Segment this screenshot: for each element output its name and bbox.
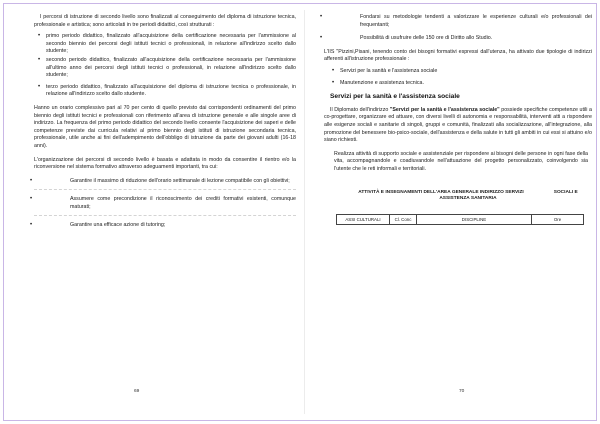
header-ore: Ore [532,214,584,225]
page-number-right: 70 [459,389,465,394]
measure-item-2: • Assumere come precondizione il riconoscimento dei crediti formativi esistenti, comunque maturati; [34,196,296,216]
diploma-text-bold: "Servizi per la sanità e l'assistenza sociale" [389,106,500,113]
subjects-table [336,214,584,226]
table-title-right: SOCIALI E [553,189,578,195]
section-heading: Servizi per la sanità e l'assistenza sociale [330,93,460,101]
period-item-3: • terzo periodo didattico, finalizzato all'acquisizione del diploma di istruzione tecnica o professionale, in relazione all'indirizzo scelto dallo studente. [34,84,296,99]
left-page [34,14,296,406]
page-gutter [304,10,305,414]
header-assi-culturali: ASSI CULTURALI [337,214,390,225]
table-title-line2: ASSISTENZA SANITARIA [439,195,497,201]
measures-list [34,178,296,230]
table-title [324,190,592,202]
table-title-left: ATTIVITÀ E INSEGNAMENTI DELL'AREA GENERALE INDIRIZZO SERVIZI [358,189,524,195]
organizzazione-paragraph: L'organizzazione dei percorsi di secondo livello è basata e adattata in modo da consentire il rientro e/o la riconversione nel sistema formativo attraverso adeguamenti importanti, tra cui: [34,156,296,171]
intro-paragraph: I percorsi di istruzione di secondo livello sono finalizzati al conseguimento del diploma di istruzione tecnica, professionale e artistica; sono articolati in tre periodi didattici, così strutturati : [34,14,296,28]
header-classe-concorso: Cl. Conc [390,214,417,225]
method-item-2: • Possibilità di usufruire delle 150 ore di Diritto allo Studio. [324,35,592,43]
diploma-paragraph [324,107,592,145]
periods-list [34,33,296,99]
document-spread [3,3,597,421]
period-item-1: • primo periodo didattico, finalizzato all'acquisizione della certificazione necessaria per l'ammissione al secondo biennio dei percorsi degli istituti tecnici o professionali, in relazione all'indirizzo scelto dallo studente; [34,33,296,56]
iiss-paragraph: L'IIS "Pizzini,Pisani, tenendo conto dei bisogni formativi espressi dall'utenza, ha attivato due tipologie di indirizzi afferenti all'istruzione professionale : [324,48,592,63]
diploma-text-post: possiede specifiche competenze utili a co-progettare, organizzare ed attuare, con diversi livelli di autonomia e responsabilità, interventi atti a rispondere alle esigenze sociali e sanitarie di singoli, gruppi e comunità, finalizzati alla socializzazione, all'integrazione, alla promozione del benessere bio-psico-sociale, dell'assistenza e della salute in tutti gli ambiti in cui essi si attuino e/o siano richiesti. [324,106,592,144]
right-page [324,14,592,406]
diploma-text-pre: Il Diplomato dell'indirizzo [330,106,390,113]
method-item-1: • Fondarsi su metodologie tendenti a valorizzare le esperienze culturali e/o professionali dei frequentanti; [324,14,592,29]
service-item-2: • Manutenzione e assistenza tecnica. [324,80,592,88]
methods-list [324,14,592,43]
measure-item-3: • Garantire una efficace azione di tutoring; [34,222,296,230]
services-list [324,68,592,87]
page-number-left: 69 [134,389,140,394]
measure-item-1: • Garantire il massimo di riduzione dell'orario settimanale di lezione compatibile con gli obiettivi; [34,178,296,191]
service-item-1: • Servizi per la sanità e l'assistenza sociale [324,68,592,76]
period-item-2: • secondo periodo didattico, finalizzato all'acquisizione della certificazione necessaria per l'ammissione all'ultimo anno dei percorsi degli istituti tecnici o professionali, in relazione all'indirizzo scelto dallo studente; [34,57,296,80]
orario-paragraph: Hanno un orario complessivo pari al 70 per cento di quello previsto dai corrispondenti ordinamenti del primo biennio degli istituti tecnici e professionali con riferimento all'area di istruzione generale e alle singole aree di indirizzo. La frequenza del primo periodo didattico del secondo livello consente l'acquisizione dei saperi e delle competenze previste dai curricula relativi al primo biennio degli istituti di istruzione secondaria tecnica, professionale, utile anche ai fini dell'adempimento dell'obbligo di istruzione da parte dei giovani adulti (16-18 anni). [34,104,296,149]
table-header-row [337,214,584,225]
header-discipline: DISCIPLINE [417,214,532,225]
attivita-paragraph: Realizza attività di supporto sociale e assistenziale per rispondere ai bisogni delle persone in ogni fase della vita, accompagnandole e coadiuvandole nell'attuazione del progetto personalizzato, coinvolgendo sia l'utente che le reti informali e territoriali. [334,150,588,172]
